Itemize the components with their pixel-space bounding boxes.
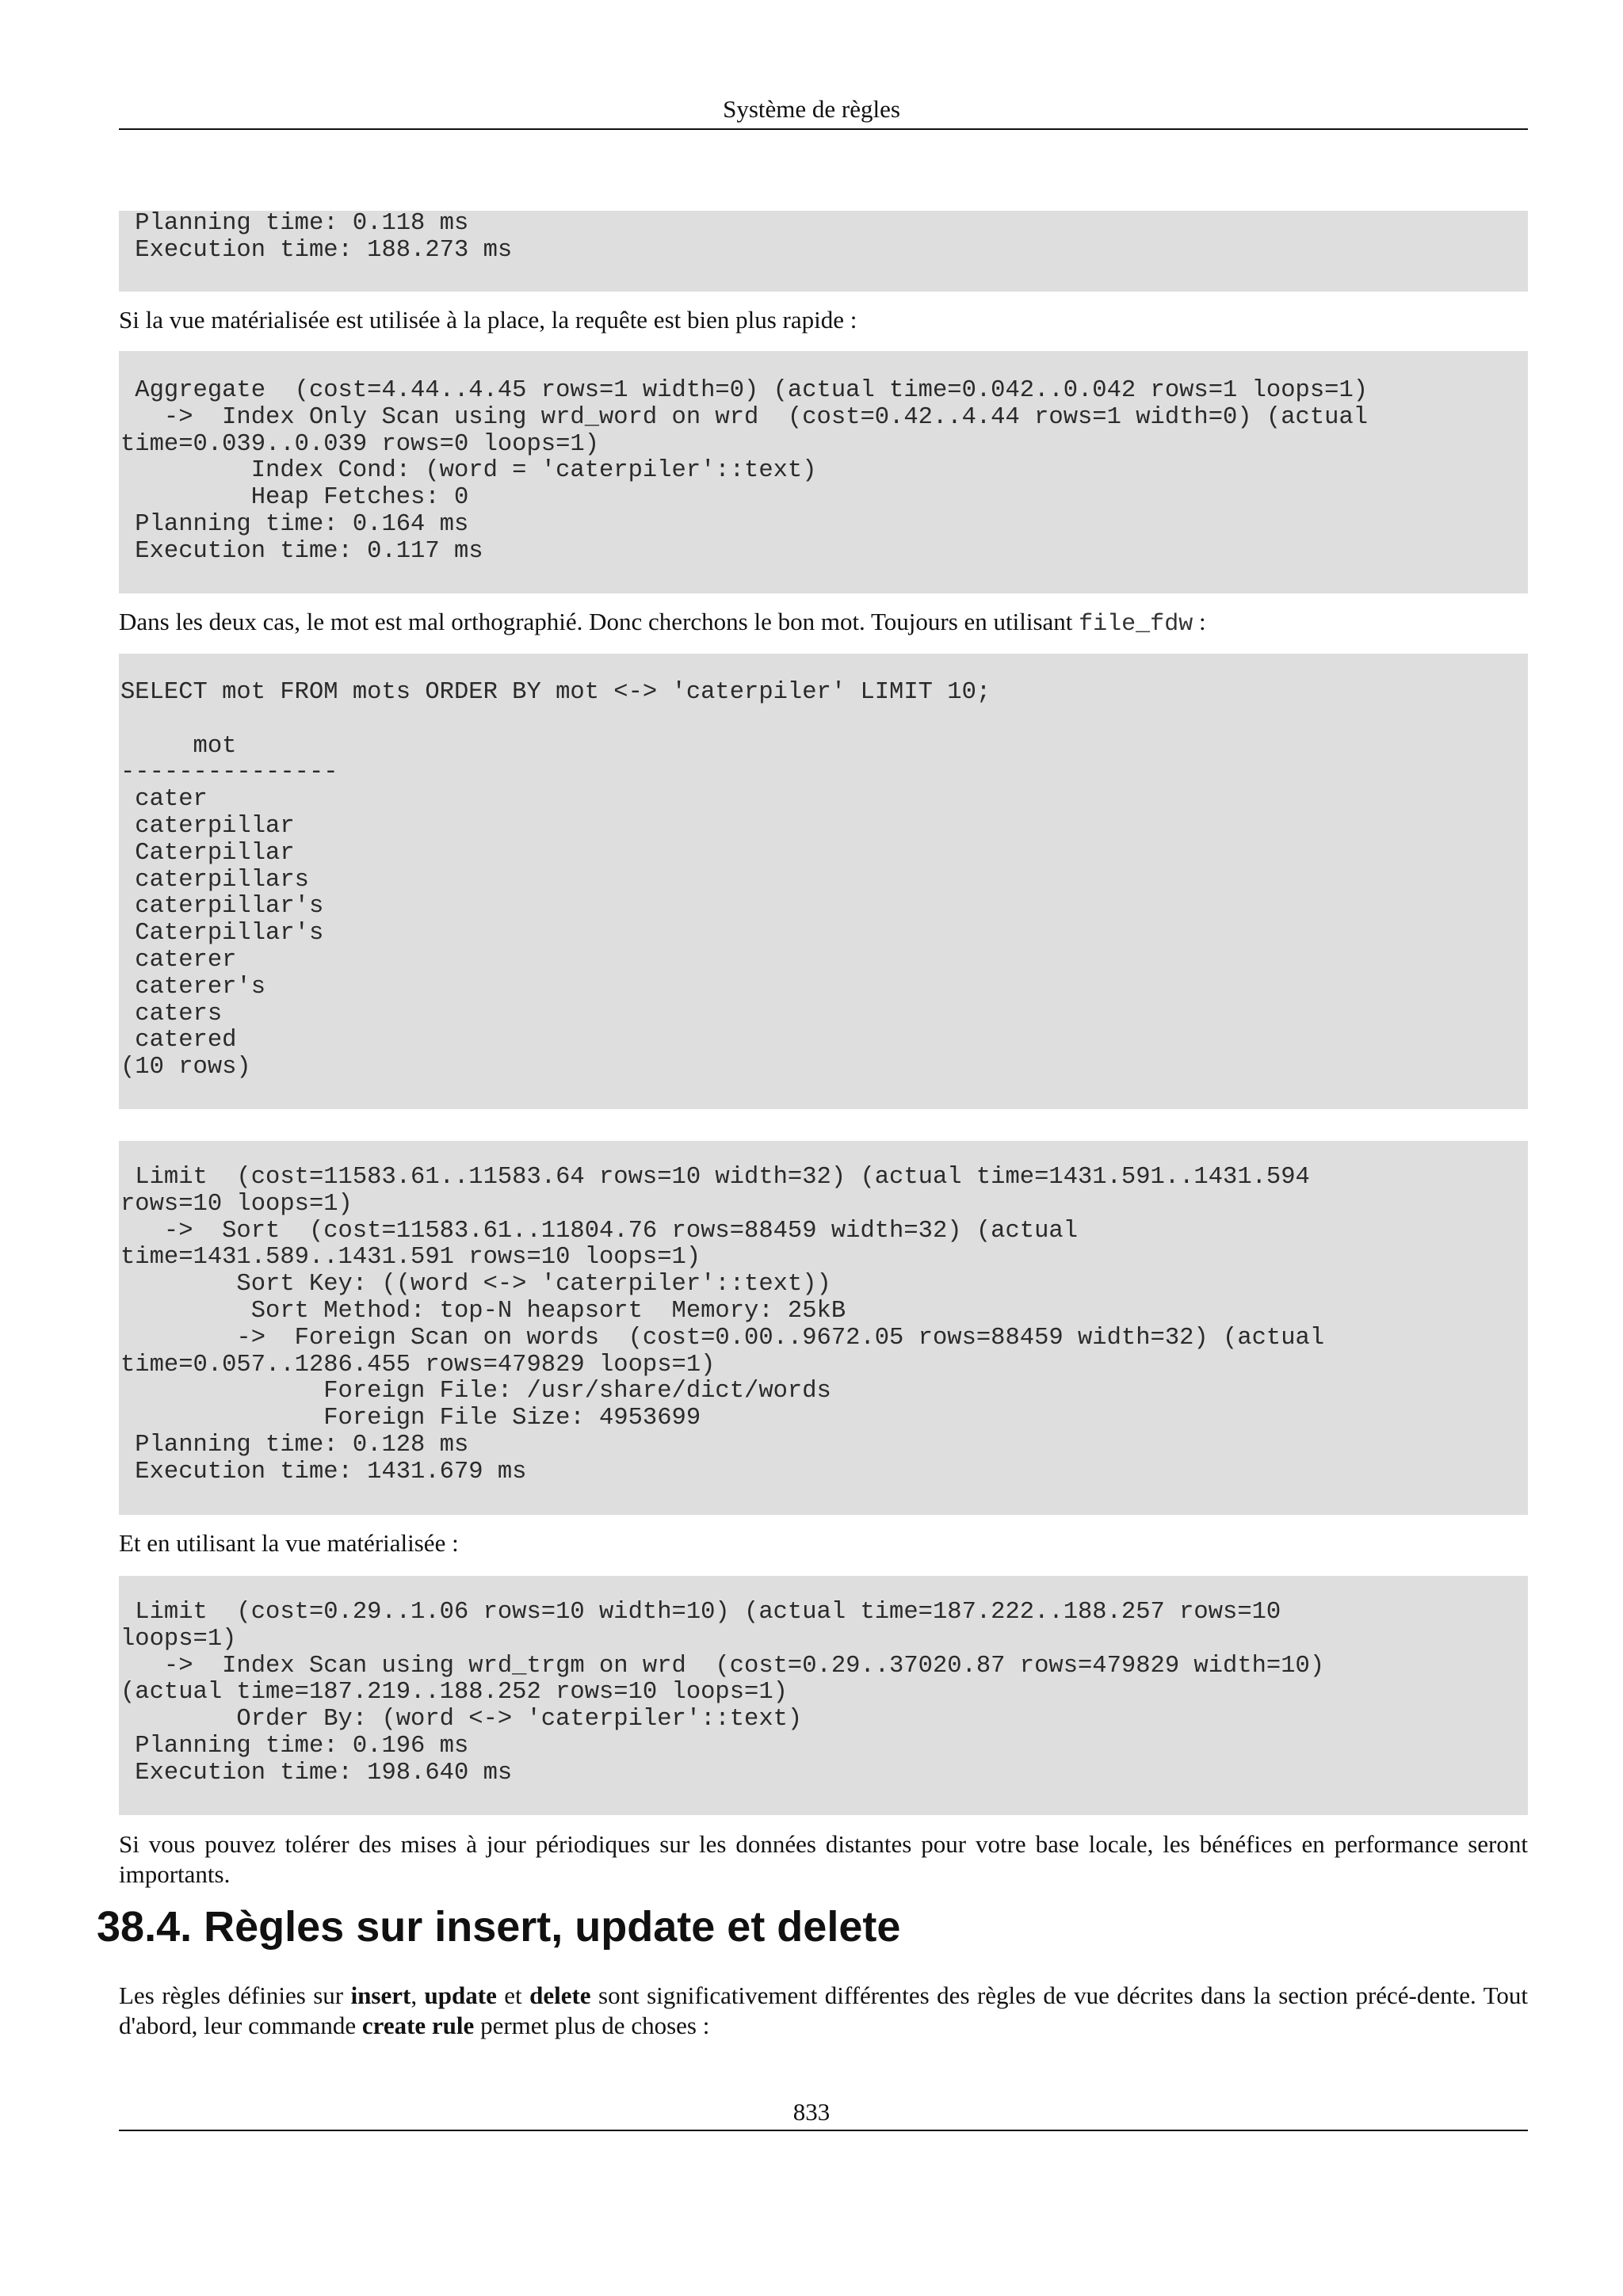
keyword-insert: insert [350,1981,411,2009]
paragraph-text: Dans les deux cas, le mot est mal orthographié. Donc cherchons le bon mot. Toujours en utilisant [119,608,1079,635]
text-segment: , [411,1981,425,2009]
footer-rule [119,2130,1528,2131]
keyword-update: update [424,1981,497,2009]
code-block-index-scan-plan: Limit (cost=0.29..1.06 rows=10 width=10) (actual time=187.222..188.257 rows=10 loops=1) -> Index Scan using wrd_trgm on wrd (cost=0.29..37020.87 rows=479829 width=10) (actual time=187.219..188.252 rows=10 loops=1) Order By: (word <-> 'caterpiler'::text) Planning time: 0.196 ms Execution time: 198.640 ms [119,1576,1528,1815]
running-header: Système de règles [723,95,900,123]
paragraph-text-end: : [1193,608,1206,635]
keyword-delete: delete [529,1981,591,2009]
page-number: 833 [792,2098,831,2126]
inline-code-file-fdw: file_fdw [1079,611,1193,638]
text-segment: sont significativement différentes des règles de vue décrites dans la section précé-dente. Tout d'abord, leur commande [119,1981,1529,2039]
paragraph-misspelled-word [119,607,1528,639]
paragraph-insert-update-delete [119,1981,1528,2041]
code-block-limit-sort-plan: Limit (cost=11583.61..11583.64 rows=10 width=32) (actual time=1431.591..1431.594 rows=10 loops=1) -> Sort (cost=11583.61..11804.76 rows=88459 width=32) (actual time=1431.589..1431.591 rows=10 loops=1) Sort Key: ((word <-> 'caterpiler'::text)) Sort Method: top-N heapsort Memory: 25kB -> Foreign Scan on words (cost=0.00..9672.05 rows=88459 width=32) (actual time=0.057..1286.455 rows=479829 loops=1) Foreign File: /usr/share/dict/words Foreign File Size: 4953699 Planning time: 0.128 ms Execution time: 1431.679 ms [119,1141,1528,1515]
text-segment: Les règles définies sur [119,1981,351,2009]
code-block-select-mot: SELECT mot FROM mots ORDER BY mot <-> 'caterpiler' LIMIT 10; mot --------------- cater caterpillar Caterpillar caterpillars caterpillar's Caterpillar's caterer caterer's caters catered (10 rows) [119,654,1528,1109]
paragraph-materialized-faster: Si la vue matérialisée est utilisée à la place, la requête est bien plus rapide : [119,306,857,334]
code-block-planning-times: Planning time: 0.118 ms Execution time: 188.273 ms [119,211,1528,292]
text-segment: et [496,1981,530,2009]
paragraph-performance-benefits: Si vous pouvez tolérer des mises à jour périodiques sur les données distantes pour votre base locale, les bénéfices en performance seront importants. [119,1830,1528,1888]
paragraph-using-materialized-view: Et en utilisant la vue matérialisée : [119,1529,459,1557]
text-segment: permet plus de choses : [474,2012,710,2039]
header-rule [119,128,1528,130]
code-block-aggregate-plan: Aggregate (cost=4.44..4.45 rows=1 width=0) (actual time=0.042..0.042 rows=1 loops=1) -> Index Only Scan using wrd_word on wrd (cost=0.42..4.44 rows=1 width=0) (actual time=0.039..0.039 rows=0 loops=1) Index Cond: (word = 'caterpiler'::text) Heap Fetches: 0 Planning time: 0.164 ms Execution time: 0.117 ms [119,351,1528,593]
keyword-create-rule: create rule [361,2012,475,2039]
section-heading: 38.4. Règles sur insert, update et delete [97,1903,901,1951]
